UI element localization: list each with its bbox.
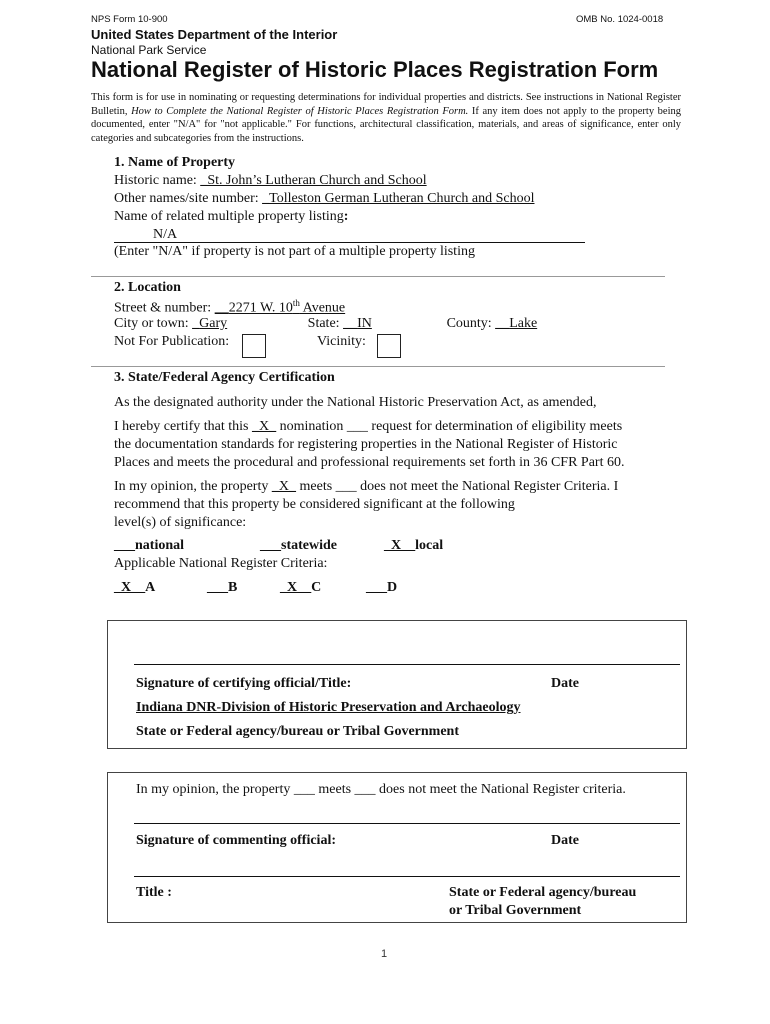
related-listing-label: Name of related multiple property listing (114, 209, 344, 224)
city-field[interactable]: _Gary (192, 316, 228, 331)
department: United States Department of the Interior (91, 27, 338, 42)
historic-name-row (114, 173, 530, 189)
commenting-date-label: Date (551, 833, 579, 848)
authority-statement: As the designated authority under the National Historic Preservation Act, as amended, (114, 395, 597, 410)
related-listing-colon: : (343, 209, 349, 224)
not-for-publication-checkbox[interactable] (242, 334, 266, 358)
commenting-signature-label: Signature of commenting official: (136, 833, 336, 848)
section-1-heading: 1. Name of Property (114, 155, 236, 170)
section-divider (91, 366, 665, 367)
criterion-b[interactable]: ___B (207, 580, 238, 595)
agency: National Park Service (91, 43, 207, 57)
nomination-mark[interactable]: _X_ (252, 419, 277, 434)
not-for-publication-label: Not For Publication: (114, 334, 230, 349)
level-statewide[interactable]: ___statewide (260, 538, 337, 553)
commenting-title-label: Title : (136, 885, 172, 900)
vicinity-checkbox[interactable] (377, 334, 401, 358)
comment-meets-mark[interactable]: ___ (293, 782, 315, 797)
multiple-listing-note: (Enter "N/A" if property is not part of a multiple property listing (114, 244, 475, 259)
form-id: NPS Form 10-900 (91, 14, 168, 25)
vicinity-label: Vicinity: (317, 334, 366, 349)
criterion-a[interactable]: _X__A (114, 580, 156, 595)
county-label: County: (446, 316, 496, 331)
commenting-agency-label-2: or Tribal Government (449, 903, 582, 918)
historic-name-field[interactable]: _St. John’s Lutheran Church and School (200, 173, 427, 188)
certifying-agency-label: State or Federal agency/bureau or Tribal Government (136, 724, 460, 739)
section-divider (91, 276, 665, 277)
commenting-signature-line[interactable] (134, 823, 680, 824)
state-label: State: (307, 316, 344, 331)
omb-number: OMB No. 1024-0018 (576, 14, 664, 25)
comment-does-not-meet-mark[interactable]: ___ (354, 782, 376, 797)
related-listing-row (114, 209, 348, 225)
criterion-c[interactable]: _X__C (280, 580, 322, 595)
does-not-meet-mark[interactable]: ___ (335, 479, 357, 494)
other-names-label: Other names/site number: (114, 191, 263, 206)
street-row (114, 298, 635, 317)
section-3-heading: 3. State/Federal Agency Certification (114, 370, 335, 385)
page-number: 1 (381, 948, 388, 960)
other-names-field[interactable]: _Tolleston German Lutheran Church and School (262, 191, 535, 206)
meets-mark[interactable]: _X_ (271, 479, 296, 494)
level-national[interactable]: ___national (114, 538, 185, 553)
certifying-signature-line[interactable] (134, 664, 680, 665)
criteria-label: Applicable National Register Criteria: (114, 556, 328, 571)
request-mark[interactable]: ___ (346, 419, 368, 434)
criterion-d[interactable]: ___D (366, 580, 398, 595)
opinion-paragraph: In my opinion, the property _X_ meets ___ does not meet the National Register Criteria. I recommend that this property be considered significant at the following level(s) of significance: (114, 479, 619, 530)
intro-text-1: This form is for use in nominating or requesting determinations for individual properties and districts. See instructions in National Register Bulletin, (91, 92, 681, 117)
county-field[interactable]: __Lake (495, 316, 538, 331)
related-listing-field[interactable]: N/A (153, 227, 178, 242)
commenting-title-line[interactable] (134, 876, 680, 877)
related-listing-underline (114, 242, 585, 243)
historic-name-label: Historic name: (114, 173, 201, 188)
intro-bulletin-title: How to Complete the National Register of Historic Places Registration Form. (131, 105, 469, 117)
certifying-agency-name: Indiana DNR-Division of Historic Preservation and Archaeology (136, 700, 521, 715)
intro-paragraph (91, 91, 681, 145)
state-field[interactable]: __IN (343, 316, 372, 331)
section-2-heading: 2. Location (114, 280, 181, 295)
level-local[interactable]: _X__local (384, 538, 444, 553)
other-names-row (114, 191, 609, 207)
street-field[interactable]: __2271 W. 10th Avenue (214, 298, 346, 316)
commenting-agency-label-1: State or Federal agency/bureau (449, 885, 637, 900)
page-title: National Register of Historic Places Registration Form (91, 57, 659, 82)
intro-text-2: If any item does not apply to the property being documented, enter "N/A" for "not applicable." For functions, architectural classification, materials, and areas of significance, enter only categories and subcategories from the instructions. (91, 105, 681, 144)
city-state-county-row (114, 316, 610, 332)
certifying-signature-label: Signature of certifying official/Title: (136, 676, 352, 691)
certification-paragraph: I hereby certify that this _X_ nomination ___ request for determination of eligibility meets the documentation standards for registering properties in the National Register of Historic Places and meets the procedural and professional requirements set forth in 36 CFR Part 60. (114, 419, 625, 470)
city-label: City or town: (114, 316, 193, 331)
commenting-opinion: In my opinion, the property ___ meets ___ does not meet the National Register criteria. (136, 782, 626, 797)
certifying-date-label: Date (551, 676, 579, 691)
street-label: Street & number: (114, 300, 215, 316)
